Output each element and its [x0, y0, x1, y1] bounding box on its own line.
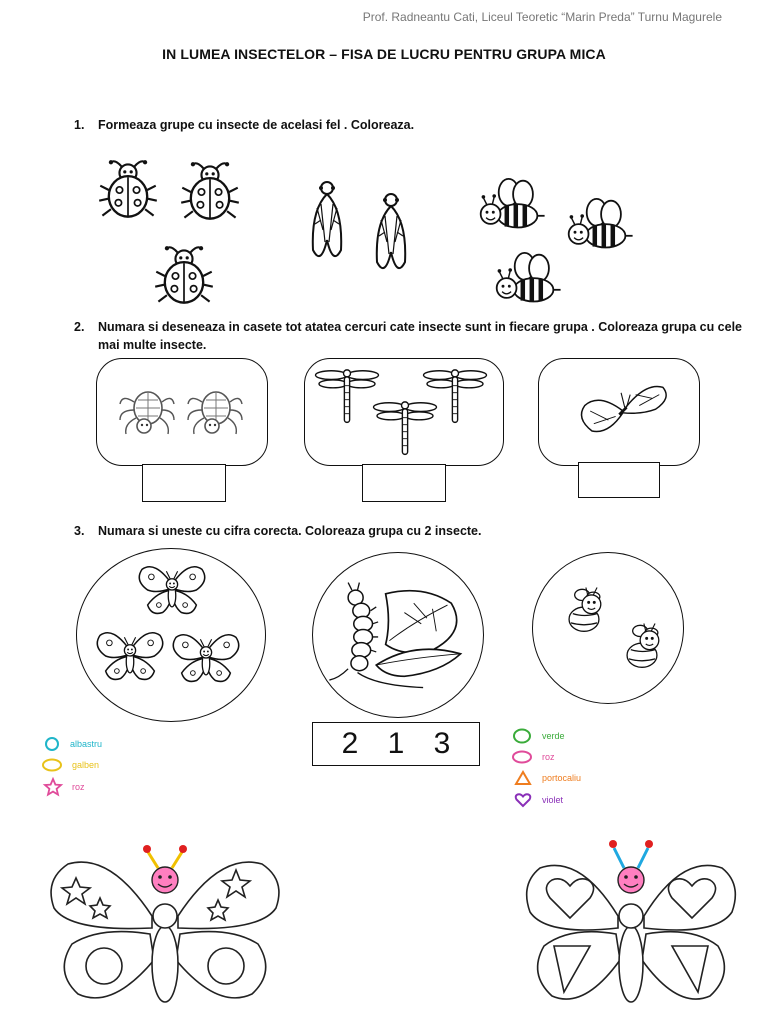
task-1-number: 1. [74, 118, 85, 132]
bee-icon [494, 250, 566, 308]
task-2-number: 2. [74, 320, 85, 334]
ellipse-icon [512, 750, 532, 764]
circle-icon [153, 904, 177, 928]
bee-icon [614, 616, 670, 672]
cicada-icon [370, 192, 412, 282]
circle-icon [208, 948, 244, 984]
task-3-number: 3. [74, 524, 85, 538]
butterfly-icon [168, 628, 244, 688]
legend-label: galben [72, 760, 100, 770]
circle-icon [619, 904, 643, 928]
circle-icon [44, 736, 60, 752]
legend-label: albastru [70, 739, 103, 749]
heart-icon [514, 792, 532, 808]
butterfly-icon [92, 626, 168, 686]
butterfly-icon [572, 374, 672, 448]
page-title: IN LUMEA INSECTELOR – FISA DE LUCRU PENTRU GRUPA MICA [162, 46, 606, 62]
coloring-butterfly-right [518, 832, 748, 1018]
ladybug-icon [152, 244, 216, 308]
circle-icon [512, 728, 532, 744]
ellipse-icon [152, 926, 178, 1002]
butterfly-icon [134, 560, 210, 620]
answer-box[interactable] [578, 462, 660, 498]
digits-box [312, 722, 480, 766]
bee-icon [478, 176, 550, 234]
answer-box[interactable] [142, 464, 226, 502]
spider-icon [116, 380, 176, 440]
legend-item [44, 736, 102, 752]
author-line: Prof. Radneantu Cati, Liceul Teoretic “Marin Preda” Turnu Magurele [362, 10, 722, 24]
legend-label: roz [72, 782, 85, 792]
task-1 [74, 116, 754, 136]
legend-item [514, 792, 563, 808]
bee-icon [566, 196, 638, 254]
task-3 [74, 522, 754, 542]
ellipse-icon [619, 926, 643, 1002]
digit[interactable]: 3 [433, 727, 451, 760]
task-2-text-line1: Numara si deseneaza in casete tot atatea cercuri cate insecte sunt in fiecare grupa . Coloreaza grupa cu cele [98, 320, 743, 334]
legend-item [44, 778, 85, 796]
ellipse-icon [42, 758, 62, 772]
legend-item [514, 770, 581, 786]
star-icon [44, 778, 62, 796]
legend-label: verde [542, 731, 565, 741]
answer-box[interactable] [362, 464, 446, 502]
legend-item [42, 758, 99, 772]
bee-icon [556, 580, 612, 636]
spider-icon [184, 380, 244, 440]
triangle-icon [514, 770, 532, 786]
legend-label: roz [542, 752, 555, 762]
legend-label: violet [542, 795, 564, 805]
legend-item [512, 750, 555, 764]
task-1-text: Formeaza grupe cu insecte de acelasi fel . Coloreaza. [98, 118, 415, 132]
legend-label: portocaliu [542, 773, 582, 783]
digit[interactable]: 2 [341, 727, 359, 760]
ladybug-icon [96, 158, 160, 222]
task-2-text-line2: mai multe insecte. [98, 338, 207, 352]
circle-icon [86, 948, 122, 984]
task-3-text: Numara si uneste cu cifra corecta. Coloreaza grupa cu 2 insecte. [98, 524, 482, 538]
task-2 [74, 318, 754, 356]
cicada-icon [306, 180, 348, 270]
legend-item [512, 728, 565, 744]
digit[interactable]: 1 [387, 727, 405, 760]
coloring-butterfly-left [40, 832, 290, 1018]
dragonfly-icon [420, 366, 490, 428]
head [152, 867, 178, 893]
caterpillar-icon [320, 574, 470, 698]
ladybug-icon [178, 160, 242, 224]
